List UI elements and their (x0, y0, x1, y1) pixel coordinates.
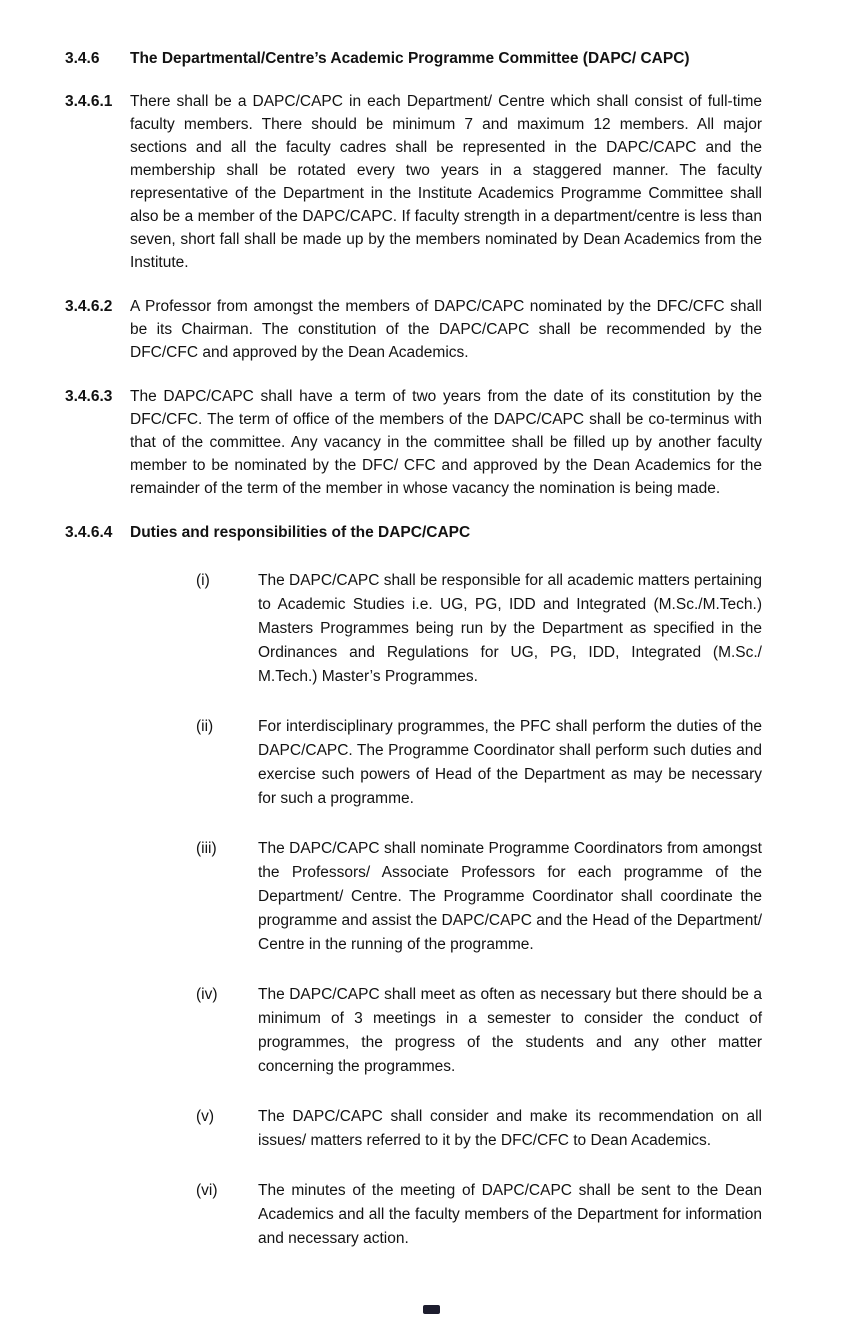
list-item-text: For interdisciplinary programmes, the PFC shall perform the duties of the DAPC/CAPC. The Programme Coordinator shall perform such duties and exercise such powers of Head of the Department as may be necessary for such a programme. (258, 718, 762, 807)
paragraph-3-4-6-2 (65, 295, 762, 364)
subsection-number: 3.4.6.4 (65, 524, 113, 541)
list-item-label: (iv) (196, 986, 218, 1003)
list-item-text: The DAPC/CAPC shall meet as often as necessary but there should be a minimum of 3 meetings in a semester to consider the conduct of programmes, the progress of the students and any other matter concerning the programmes. (258, 986, 762, 1075)
paragraph-3-4-6-1 (65, 90, 762, 274)
list-item-iv (196, 983, 762, 1079)
list-item-label: (iii) (196, 840, 217, 857)
subsection-heading (65, 521, 762, 544)
section-title: The Departmental/Centre’s Academic Programme Committee (DAPC/ CAPC) (130, 50, 690, 67)
list-item-iii (196, 837, 762, 957)
paragraph-text: There shall be a DAPC/CAPC in each Department/ Centre which shall consist of full-time faculty members. There should be minimum 7 and maximum 12 members. All major sections and all the faculty cadres shall be represented in the DAPC/CAPC and the membership shall be rotated every two years in a staggered manner. The faculty representative of the Department in the Institute Academics Programme Committee shall also be a member of the DAPC/CAPC. If faculty strength in a department/centre is less than seven, short fall shall be made up by the members nominated by Dean Academics from the Institute. (130, 93, 762, 271)
list-item-label: (i) (196, 572, 210, 589)
list-item-text: The minutes of the meeting of DAPC/CAPC shall be sent to the Dean Academics and all the faculty members of the Department for information and necessary action. (258, 1182, 762, 1247)
list-item-label: (ii) (196, 718, 214, 735)
paragraph-number: 3.4.6.1 (65, 93, 113, 110)
list-item-label: (vi) (196, 1182, 218, 1199)
list-item-vi (196, 1179, 762, 1251)
page-footer-mark (423, 1305, 440, 1314)
list-item-v (196, 1105, 762, 1153)
list-item-text: The DAPC/CAPC shall nominate Programme Coordinators from amongst the Professors/ Associate Professors for each programme of the Department/ Centre. The Programme Coordinator shall coordinate the programme and assist the DAPC/CAPC and the Head of the Department/ Centre in the running of the programme. (258, 840, 762, 953)
list-item-ii (196, 715, 762, 811)
paragraph-number: 3.4.6.2 (65, 298, 113, 315)
list-item-i (196, 569, 762, 689)
paragraph-3-4-6-3 (65, 385, 762, 500)
list-item-text: The DAPC/CAPC shall consider and make its recommendation on all issues/ matters referred to it by the DFC/CFC to Dean Academics. (258, 1108, 762, 1149)
paragraph-text: The DAPC/CAPC shall have a term of two years from the date of its constitution by the DFC/CFC. The term of office of the members of the DAPC/CAPC shall be co-terminus with that of the committee. Any vacancy in the committee shall be filled up by another faculty member to be nominated by the DFC/ CFC and approved by the Dean Academics for the remainder of the term of the member in whose vacancy the nomination is being made. (130, 388, 762, 497)
list-item-text: The DAPC/CAPC shall be responsible for all academic matters pertaining to Academic Studies i.e. UG, PG, IDD and Integrated (M.Sc./M.Tech.) Masters Programmes being run by the Department as specified in the Ordinances and Regulations for UG, PG, IDD, Integrated (M.Sc./ M.Tech.) Master’s Programmes. (258, 572, 762, 685)
paragraph-text: A Professor from amongst the members of DAPC/CAPC nominated by the DFC/CFC shall be its Chairman. The constitution of the DAPC/CAPC shall be recommended by the DFC/CFC and approved by the Dean Academics. (130, 298, 762, 361)
paragraph-number: 3.4.6.3 (65, 388, 113, 405)
list-item-label: (v) (196, 1108, 215, 1125)
subsection-title: Duties and responsibilities of the DAPC/CAPC (130, 524, 471, 541)
section-number: 3.4.6 (65, 50, 100, 67)
section-heading (65, 47, 762, 70)
